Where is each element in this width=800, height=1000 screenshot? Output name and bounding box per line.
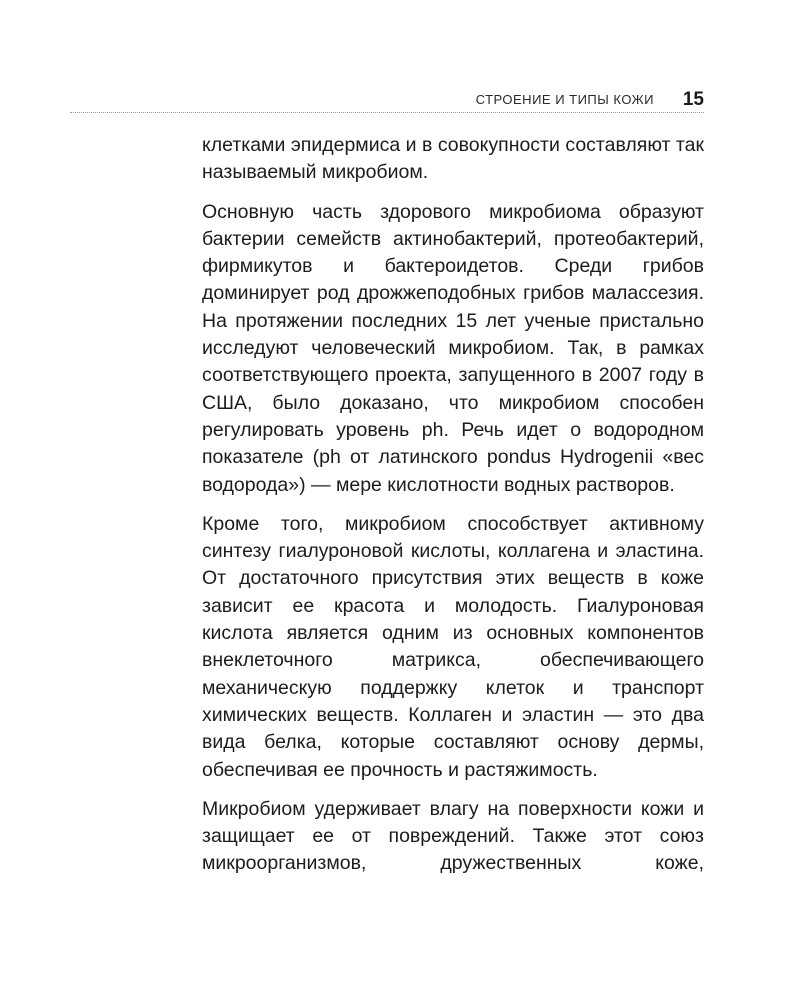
- paragraph: Основную часть здорового микробиома образуют бактерии семейств актинобактерий, протеобактерий, фирмикутов и бактероидетов. Среди грибов доминирует род дрожжеподобных грибов малассезия. На протяжении последних 15 лет ученые пристально исследуют человеческий микробиом. Так, в рамках соответствующего проекта, запущенного в 2007 году в США, было доказано, что микробиом способен регулировать уровень ph. Речь идет о водородном показателе (ph от латинского pondus Hydrogenii «вес водорода») — мере кислотности водных растворов.: [202, 200, 704, 496]
- running-header: [70, 88, 704, 113]
- page-number: 15: [682, 89, 704, 110]
- paragraph: клетками эпидермиса и в совокупности составляют так называемый микробиом.: [202, 134, 704, 184]
- paragraph: Микробиом удерживает влагу на поверхности кожи и защищает ее от повреждений. Также этот союз микроорганизмов, дружественных коже,: [202, 797, 704, 875]
- body-text: [202, 132, 704, 890]
- paragraph: Кроме того, микробиом способствует активному синтезу гиалуроновой кислоты, коллагена и эластина. От достаточного присутствия этих веществ в коже зависит ее красота и молодость. Гиалуроновая кислота является одним из основных компонентов внеклеточного матрикса, обеспечивающего механическую поддержку клеток и транспорт химических веществ. Коллаген и эластин — это два вида белка, которые составляют основу дермы, обеспечивая ее прочность и растяжимость.: [202, 512, 704, 781]
- section-title: СТРОЕНИЕ И ТИПЫ КОЖИ: [475, 92, 654, 107]
